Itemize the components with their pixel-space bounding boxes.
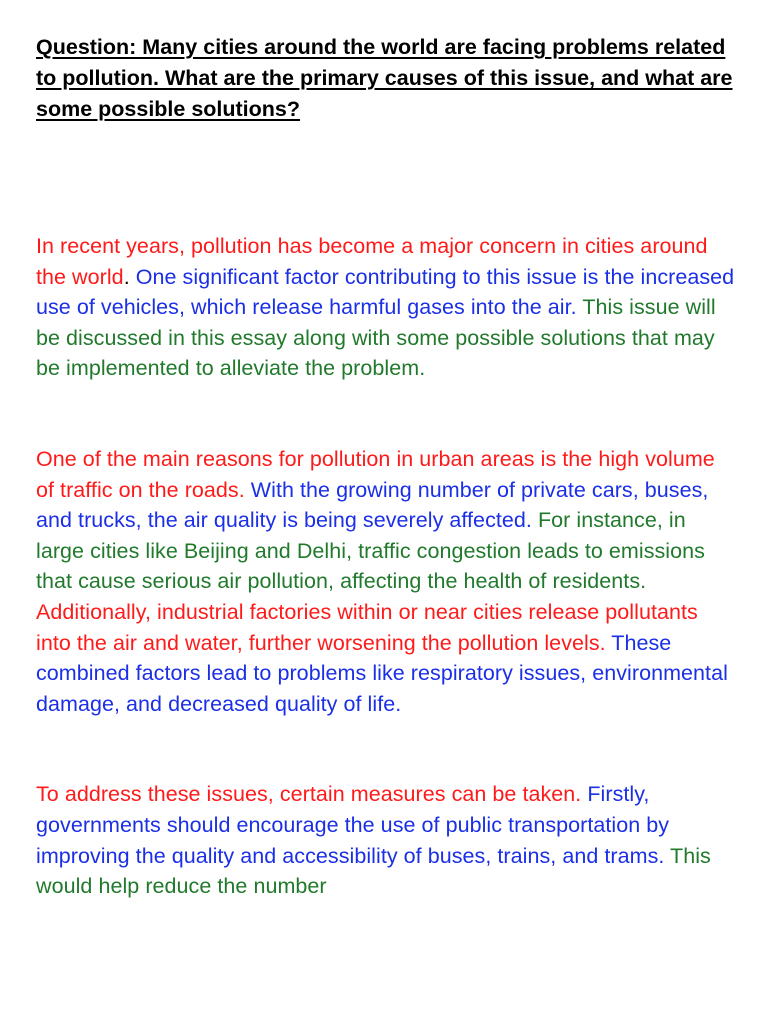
paragraph-solutions — [36, 779, 736, 901]
intro-topic-sentence: In recent years, pollution has become a major concern in cities around the world — [36, 234, 708, 289]
intro-thesis-sentence: This issue will be discussed in this essay along with some possible solutions that may be implemented to alleviate the problem. — [36, 295, 716, 381]
causes-consequences: These combined factors lead to problems like respiratory issues, environmental damage, and decreased quality of life. — [36, 630, 728, 716]
document-page — [36, 32, 736, 902]
causes-example: For instance, in large cities like Beijing and Delhi, traffic congestion leads to emissions that cause serious air pollution, affecting the health of residents. — [36, 508, 705, 594]
paragraph-introduction — [36, 231, 736, 384]
causes-main-reason: One of the main reasons for pollution in urban areas is the high volume of traffic on the roads. — [36, 446, 715, 502]
solutions-benefit: This would help reduce the number — [36, 843, 711, 899]
causes-explanation: With the growing number of private cars, buses, and trucks, the air quality is being severely affected. — [36, 477, 709, 533]
paragraph-causes — [36, 444, 736, 719]
causes-second-reason: Additionally, industrial factories within or near cities release pollutants into the air and water, further worsening the pollution levels. — [36, 599, 698, 655]
solutions-topic-sentence: To address these issues, certain measures can be taken. — [36, 782, 588, 807]
intro-cause-sentence: One significant factor contributing to this issue is the increased use of vehicles, which release harmful gases into the air. — [36, 264, 735, 320]
solutions-first-measure: Firstly, governments should encourage the use of public transportation by improving the quality and accessibility of buses, trains, and trams. — [36, 782, 671, 868]
intro-period: . — [123, 264, 136, 289]
question-heading: Question: Many cities around the world are facing problems related to pollution. What are the primary causes of this issue, and what are some possible solutions? — [36, 35, 733, 121]
